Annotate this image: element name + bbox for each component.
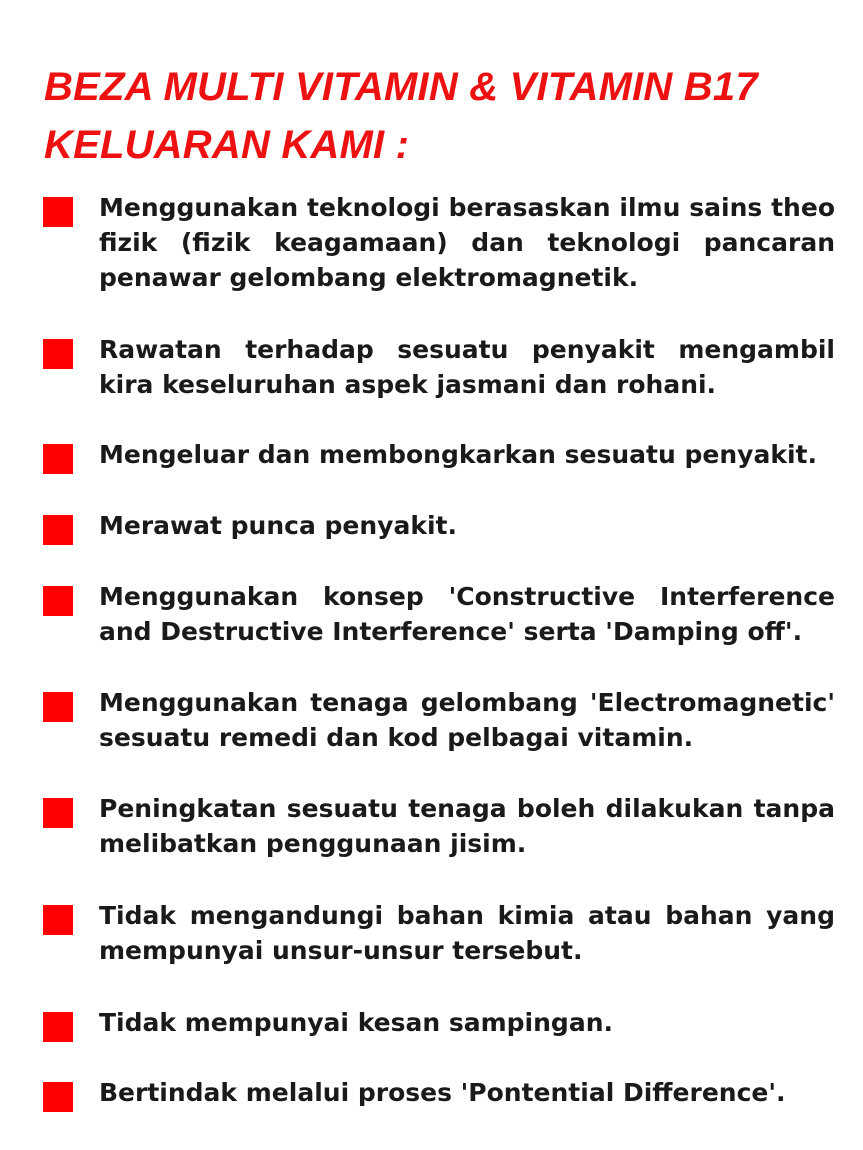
list-item-text: Rawatan terhadap sesuatu penyakit mengambil kira keseluruhan aspek jasmani dan rohani. [99,335,835,399]
red-square-bullet-icon [43,444,73,474]
page-title [44,58,844,174]
list-item-text: Menggunakan tenaga gelombang 'Electromagnetic' sesuatu remedi dan kod pelbagai vitamin. [99,688,835,752]
red-square-bullet-icon [43,586,73,616]
red-square-bullet-icon [43,339,73,369]
red-square-bullet-icon [43,515,73,545]
list-item-text: Peningkatan sesuatu tenaga boleh dilakukan tanpa melibatkan penggunaan jisim. [99,794,835,858]
red-square-bullet-icon [43,905,73,935]
red-square-bullet-icon [43,1012,73,1042]
red-square-bullet-icon [43,197,73,227]
list-item-text: Menggunakan konsep 'Constructive Interference and Destructive Interference' serta 'Damping off'. [99,582,835,646]
list-item-text: Tidak mempunyai kesan sampingan. [99,1008,613,1037]
title-line-2: KELUARAN KAMI : [44,123,410,167]
list-item-text: Tidak mengandungi bahan kimia atau bahan yang mempunyai unsur-unsur tersebut. [99,901,835,965]
list-item-text: Bertindak melalui proses 'Pontential Difference'. [99,1078,786,1107]
list-item-text: Merawat punca penyakit. [99,511,457,540]
title-line-1: BEZA MULTI VITAMIN & VITAMIN B17 [44,65,758,109]
red-square-bullet-icon [43,1082,73,1112]
list-item-text: Mengeluar dan membongkarkan sesuatu penyakit. [99,440,817,469]
red-square-bullet-icon [43,798,73,828]
red-square-bullet-icon [43,692,73,722]
list-item-text: Menggunakan teknologi berasaskan ilmu sains theo fizik (fizik keagamaan) dan teknologi pancaran penawar gelombang elektromagnetik. [99,193,835,292]
